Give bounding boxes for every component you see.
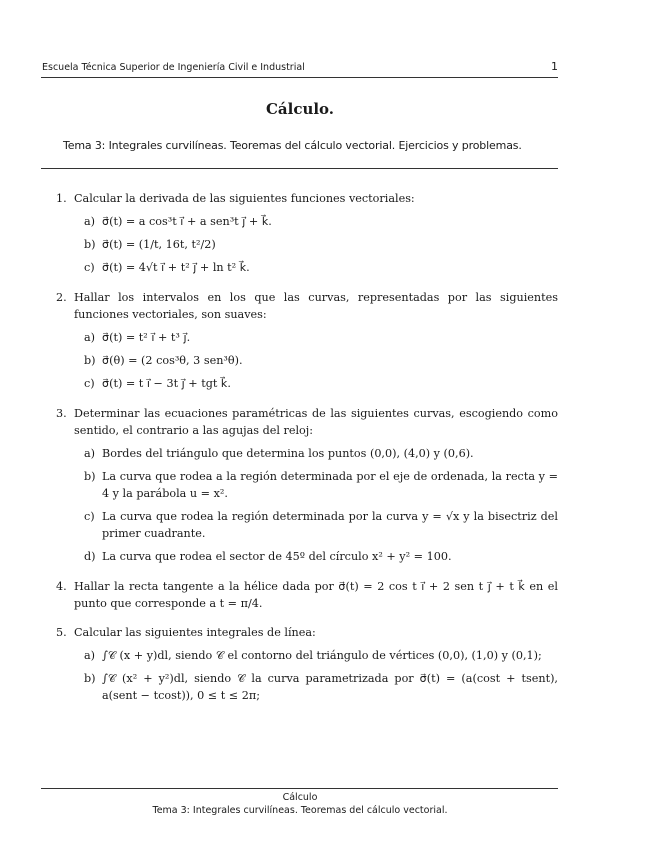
subitem — [74, 647, 558, 664]
subitem-label: c) — [84, 510, 95, 523]
subitem-text: ∫𝒞 (x² + y²)dl, siendo 𝒞 la curva parametrizada por σ⃗(t) = (a(cost + tsent), a(sent − tcost)), 0 ≤ t ≤ 2π; — [102, 672, 558, 702]
problem-statement: Calcular la derivada de las siguientes funciones vectoriales: — [74, 192, 415, 205]
subitem-list — [74, 329, 558, 392]
subitem-text: σ⃗(t) = 4√t i⃗ + t² j⃗ + ln t² k⃗. — [102, 261, 250, 274]
problem-1 — [41, 190, 558, 276]
subitem-text: σ⃗(t) = (1/t, 16t, t²/2) — [102, 238, 216, 251]
problem-number: 2. — [56, 291, 67, 304]
subitem-list — [74, 213, 558, 276]
subitem — [74, 548, 558, 565]
problem-number: 3. — [56, 407, 67, 420]
subitem-text: ∫𝒞 (x + y)dl, siendo 𝒞 el contorno del triángulo de vértices (0,0), (1,0) y (0,1); — [102, 649, 542, 662]
problem-statement: Hallar la recta tangente a la hélice dada por σ⃗(t) = 2 cos t i⃗ + 2 sen t j⃗ + t k⃗ en el punto que corresponde a t = π/4. — [74, 580, 558, 610]
subitem-text: σ⃗(θ) = (2 cos³θ, 3 sen³θ). — [102, 354, 243, 367]
subitem-text: La curva que rodea a la región determinada por el eje de ordenada, la recta y = 4 y la parábola u = x². — [102, 470, 558, 500]
problem-list — [41, 190, 558, 710]
subitem — [74, 236, 558, 253]
subitem — [74, 670, 558, 704]
header-rule — [41, 77, 558, 78]
subitem-label: b) — [84, 238, 96, 251]
subitem — [74, 468, 558, 502]
problem-number: 5. — [56, 626, 67, 639]
subitem — [74, 375, 558, 392]
subitem-text: σ⃗(t) = a cos³t i⃗ + a sen³t j⃗ + k⃗. — [102, 215, 272, 228]
problem-4 — [41, 578, 558, 612]
footer-rule — [41, 788, 558, 789]
subitem-list — [74, 647, 558, 704]
subitem-label: c) — [84, 261, 95, 274]
subitem-label: c) — [84, 377, 95, 390]
subitem-text: σ⃗(t) = t² i⃗ + t³ j⃗. — [102, 331, 191, 344]
title-rule — [41, 168, 558, 169]
subitem — [74, 508, 558, 542]
subitem-label: a) — [84, 331, 96, 344]
problem-statement: Determinar las ecuaciones paramétricas de las siguientes curvas, escogiendo como sentido, el contrario a las agujas del reloj: — [74, 407, 558, 437]
problem-5 — [41, 624, 558, 704]
page-subtitle: Tema 3: Integrales curvilíneas. Teoremas del cálculo vectorial. Ejercicios y problemas. — [63, 139, 522, 152]
page-number: 1 — [551, 60, 558, 73]
problem-statement: Hallar los intervalos en los que las curvas, representadas por las siguientes funciones vectoriales, son suaves: — [74, 291, 558, 321]
subitem-label: b) — [84, 354, 96, 367]
footer-topic: Tema 3: Integrales curvilíneas. Teoremas del cálculo vectorial. — [152, 805, 448, 816]
subitem-text: La curva que rodea el sector de 45º del círculo x² + y² = 100. — [102, 550, 452, 563]
subitem — [74, 445, 558, 462]
subitem-text: La curva que rodea la región determinada por la curva y = √x y la bisectriz del primer cuadrante. — [102, 510, 558, 540]
subitem-label: d) — [84, 550, 96, 563]
footer-course: Cálculo — [282, 792, 318, 803]
problem-number: 1. — [56, 192, 67, 205]
subitem-label: b) — [84, 672, 96, 685]
subitem-text: Bordes del triángulo que determina los puntos (0,0), (4,0) y (0,6). — [102, 447, 474, 460]
subitem-label: a) — [84, 215, 96, 228]
subitem — [74, 329, 558, 346]
subitem — [74, 259, 558, 276]
problem-statement: Calcular las siguientes integrales de línea: — [74, 626, 316, 639]
problem-number: 4. — [56, 580, 67, 593]
header-institution: Escuela Técnica Superior de Ingeniería Civil e Industrial — [42, 62, 305, 73]
problem-2 — [41, 289, 558, 392]
subitem-label: a) — [84, 649, 96, 662]
subitem-text: σ⃗(t) = t i⃗ − 3t j⃗ + tgt k⃗. — [102, 377, 231, 390]
subitem — [74, 213, 558, 230]
subitem — [74, 352, 558, 369]
subitem-label: a) — [84, 447, 96, 460]
subitem-label: b) — [84, 470, 96, 483]
problem-3 — [41, 405, 558, 565]
page-title: Cálculo. — [265, 100, 335, 118]
subitem-list — [74, 445, 558, 565]
